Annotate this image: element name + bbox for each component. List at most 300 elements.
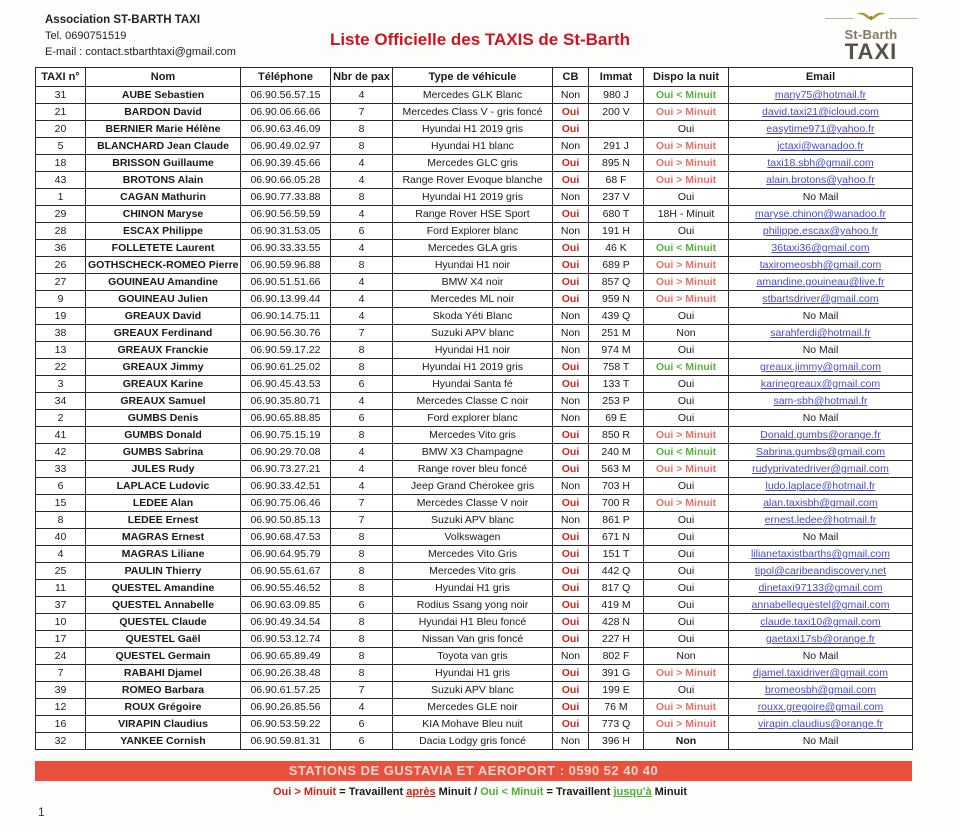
num-cell: 2 xyxy=(36,410,86,427)
num-cell: 18 xyxy=(36,155,86,172)
email-cell xyxy=(729,342,913,359)
tel-cell: 06.90.65.88.85 xyxy=(241,410,331,427)
num-cell: 22 xyxy=(36,359,86,376)
email-link[interactable]: ernest.ledee@hotmail.fr xyxy=(764,514,877,526)
dispo-cell: Oui > Minuit xyxy=(644,155,729,172)
email-cell xyxy=(729,138,913,155)
email-link[interactable]: taxi18.sbh@gmail.com xyxy=(767,157,874,169)
num-cell: 39 xyxy=(36,682,86,699)
immat-cell: 857 Q xyxy=(589,274,644,291)
veh-cell: Hyundai H1 2019 gris xyxy=(393,121,553,138)
tel-cell: 06.90.14.75.11 xyxy=(241,308,331,325)
cb-cell: Oui xyxy=(553,546,589,563)
no-mail-label: No Mail xyxy=(802,412,839,424)
dispo-cell: Oui > Minuit xyxy=(644,716,729,733)
pax-cell: 4 xyxy=(331,240,393,257)
email-link[interactable]: rudyprivatedriver@gmail.com xyxy=(752,463,889,475)
tel-cell: 06.90.06.66.66 xyxy=(241,104,331,121)
num-cell: 26 xyxy=(36,257,86,274)
email-link[interactable]: maryse.chinon@wanadoo.fr xyxy=(755,208,886,220)
cb-cell: Non xyxy=(553,138,589,155)
email-link[interactable]: lilianetaxistbarths@gmail.com xyxy=(750,548,891,560)
table-row xyxy=(36,716,913,733)
pax-cell: 8 xyxy=(331,648,393,665)
num-cell: 40 xyxy=(36,529,86,546)
email-cell xyxy=(729,410,913,427)
email-link[interactable]: jctaxi@wanadoo.fr xyxy=(777,140,864,152)
nom-cell: ESCAX Philippe xyxy=(86,223,241,240)
tel-cell: 06.90.55.46.52 xyxy=(241,580,331,597)
num-cell: 7 xyxy=(36,665,86,682)
cb-cell: Oui xyxy=(553,665,589,682)
veh-cell: Hyundai H1 noir xyxy=(393,257,553,274)
immat-cell: 861 P xyxy=(589,512,644,529)
cb-cell: Non xyxy=(553,512,589,529)
dispo-cell: Oui > Minuit xyxy=(644,172,729,189)
cb-cell: Oui xyxy=(553,529,589,546)
cb-cell: Oui xyxy=(553,172,589,189)
pax-cell: 6 xyxy=(331,376,393,393)
legend-segment: jusqu'à xyxy=(613,786,652,798)
no-mail-label: No Mail xyxy=(802,344,839,356)
dispo-cell: Oui xyxy=(644,614,729,631)
email-link[interactable]: david.taxi21@icloud.com xyxy=(762,106,879,118)
association-name: Association ST-BARTH TAXI xyxy=(45,14,201,26)
cb-cell: Oui xyxy=(553,716,589,733)
tel-cell: 06.90.13.99.44 xyxy=(241,291,331,308)
tel-cell: 06.90.65.89.49 xyxy=(241,648,331,665)
email-cell xyxy=(729,478,913,495)
immat-cell: 240 M xyxy=(589,444,644,461)
cb-cell: Non xyxy=(553,410,589,427)
veh-cell: Ford Explorer blanc xyxy=(393,223,553,240)
cb-cell: Non xyxy=(553,342,589,359)
cb-cell: Oui xyxy=(553,359,589,376)
veh-cell: Mercedes GLA gris xyxy=(393,240,553,257)
pax-cell: 4 xyxy=(331,393,393,410)
email-link[interactable]: amandine.gouineau@live.fr xyxy=(756,276,885,288)
email-cell xyxy=(729,104,913,121)
email-link[interactable]: alan.taxisbh@gmail.com xyxy=(763,497,878,509)
nom-cell: GREAUX David xyxy=(86,308,241,325)
no-mail-label: No Mail xyxy=(802,191,839,203)
column-header-8: Email xyxy=(729,68,913,87)
num-cell: 36 xyxy=(36,240,86,257)
immat-cell: 959 N xyxy=(589,291,644,308)
pax-cell: 6 xyxy=(331,716,393,733)
nom-cell: GREAUX Karine xyxy=(86,376,241,393)
tel-cell: 06.90.56.57.15 xyxy=(241,87,331,104)
email-link[interactable]: djamel.taxidriver@gmail.com xyxy=(753,667,888,679)
table-row xyxy=(36,478,913,495)
table-row xyxy=(36,427,913,444)
email-link[interactable]: sarahferdi@hotmail.fr xyxy=(770,327,871,339)
email-link[interactable]: ludo.laplace@hotmail.fr xyxy=(765,480,876,492)
pax-cell: 4 xyxy=(331,172,393,189)
tel-cell: 06.90.31.53.05 xyxy=(241,223,331,240)
dispo-cell: Oui xyxy=(644,631,729,648)
email-cell xyxy=(729,444,913,461)
table-row xyxy=(36,325,913,342)
tel-cell: 06.90.77.33.88 xyxy=(241,189,331,206)
email-link[interactable]: alain.brotons@yahoo.fr xyxy=(766,174,875,186)
email-link[interactable]: easytime971@yahoo.fr xyxy=(766,123,875,135)
tel-cell: 06.90.39.45.66 xyxy=(241,155,331,172)
veh-cell: Mercedes Classe C noir xyxy=(393,393,553,410)
no-mail-label: No Mail xyxy=(802,310,839,322)
immat-cell: 291 J xyxy=(589,138,644,155)
immat-cell: 689 P xyxy=(589,257,644,274)
pax-cell: 4 xyxy=(331,308,393,325)
nom-cell: GOTHSCHECK-ROMEO Pierre xyxy=(86,257,241,274)
veh-cell: Suzuki APV blanc xyxy=(393,325,553,342)
pax-cell: 4 xyxy=(331,444,393,461)
tel-cell: 06.90.56.30.76 xyxy=(241,325,331,342)
nom-cell: BRISSON Guillaume xyxy=(86,155,241,172)
tel-cell: 06.90.26.85.56 xyxy=(241,699,331,716)
pax-cell: 8 xyxy=(331,546,393,563)
email-link[interactable]: dinetaxi97133@gmail.com xyxy=(758,582,883,594)
veh-cell: Mercedes GLC gris xyxy=(393,155,553,172)
legend-segment: Oui < Minuit xyxy=(480,786,544,798)
cb-cell: Oui xyxy=(553,104,589,121)
document-header xyxy=(35,10,925,65)
table-row xyxy=(36,138,913,155)
dispo-cell: Oui xyxy=(644,189,729,206)
immat-cell: 69 E xyxy=(589,410,644,427)
bird-icon xyxy=(856,10,886,27)
page-title: Liste Officielle des TAXIS de St-Barth xyxy=(329,30,631,49)
email-cell xyxy=(729,597,913,614)
tel-cell: 06.90.61.57.25 xyxy=(241,682,331,699)
pax-cell: 8 xyxy=(331,359,393,376)
pax-cell: 8 xyxy=(331,580,393,597)
nom-cell: MAGRAS Ernest xyxy=(86,529,241,546)
email-link[interactable]: karinegreaux@gmail.com xyxy=(760,378,881,390)
email-cell xyxy=(729,291,913,308)
stations-banner: STATIONS DE GUSTAVIA ET AEROPORT : 0590 52 40 40 xyxy=(35,761,912,781)
tel-cell: 06.90.29.70.08 xyxy=(241,444,331,461)
pax-cell: 8 xyxy=(331,563,393,580)
num-cell: 11 xyxy=(36,580,86,597)
immat-cell: 428 N xyxy=(589,614,644,631)
email-cell xyxy=(729,274,913,291)
dispo-cell: Oui < Minuit xyxy=(644,240,729,257)
nom-cell: GUMBS Donald xyxy=(86,427,241,444)
immat-cell: 237 V xyxy=(589,189,644,206)
dispo-cell: Non xyxy=(644,648,729,665)
veh-cell: Suzuki APV blanc xyxy=(393,512,553,529)
tel-cell: 06.90.75.06.46 xyxy=(241,495,331,512)
nom-cell: BERNIER Marie Hélène xyxy=(86,121,241,138)
pax-cell: 8 xyxy=(331,665,393,682)
dispo-cell: Oui < Minuit xyxy=(644,444,729,461)
tel-cell: 06.90.50.85.13 xyxy=(241,512,331,529)
no-mail-label: No Mail xyxy=(802,531,839,543)
veh-cell: BMW X3 Champagne xyxy=(393,444,553,461)
tel-cell: 06.90.64.95.79 xyxy=(241,546,331,563)
dispo-cell: Oui xyxy=(644,597,729,614)
email-link[interactable]: 36taxi36@gmail.com xyxy=(771,242,870,254)
cb-cell: Oui xyxy=(553,597,589,614)
email-cell xyxy=(729,461,913,478)
taxi-list-table xyxy=(35,67,913,750)
cb-cell: Oui xyxy=(553,631,589,648)
nom-cell: QUESTEL Amandine xyxy=(86,580,241,597)
immat-cell: 133 T xyxy=(589,376,644,393)
num-cell: 8 xyxy=(36,512,86,529)
num-cell: 32 xyxy=(36,733,86,750)
veh-cell: Rodius Ssang yong noir xyxy=(393,597,553,614)
table-row xyxy=(36,223,913,240)
email-cell xyxy=(729,563,913,580)
email-cell xyxy=(729,172,913,189)
cb-cell: Non xyxy=(553,87,589,104)
dispo-cell: Oui xyxy=(644,512,729,529)
pax-cell: 6 xyxy=(331,410,393,427)
immat-cell: 773 Q xyxy=(589,716,644,733)
email-link[interactable]: taxiromeosbh@gmail.com xyxy=(759,259,882,271)
pax-cell: 8 xyxy=(331,342,393,359)
nom-cell: GOUINEAU Julien xyxy=(86,291,241,308)
email-link[interactable]: claude.taxi10@gmail.com xyxy=(760,616,881,628)
nom-cell: RABAHI Djamel xyxy=(86,665,241,682)
email-link[interactable]: greaux.jimmy@gmail.com xyxy=(760,361,881,373)
dispo-cell: Oui xyxy=(644,682,729,699)
veh-cell: Ford explorer blanc xyxy=(393,410,553,427)
immat-cell: 391 G xyxy=(589,665,644,682)
num-cell: 13 xyxy=(36,342,86,359)
veh-cell: Nissan Van gris foncé xyxy=(393,631,553,648)
email-link[interactable]: philippe.escax@yahoo.fr xyxy=(762,225,879,237)
email-cell xyxy=(729,393,913,410)
table-row xyxy=(36,189,913,206)
email-cell xyxy=(729,257,913,274)
num-cell: 42 xyxy=(36,444,86,461)
email-cell xyxy=(729,308,913,325)
stbarth-taxi-logo xyxy=(825,10,917,63)
email-link[interactable]: tipol@caribeandiscovery.net xyxy=(754,565,887,577)
dispo-cell: Oui > Minuit xyxy=(644,291,729,308)
nom-cell: GREAUX Jimmy xyxy=(86,359,241,376)
nom-cell: GOUINEAU Amandine xyxy=(86,274,241,291)
num-cell: 15 xyxy=(36,495,86,512)
nom-cell: YANKEE Cornish xyxy=(86,733,241,750)
immat-cell: 700 R xyxy=(589,495,644,512)
nom-cell: GREAUX Franckie xyxy=(86,342,241,359)
tel-cell: 06.90.55.61.67 xyxy=(241,563,331,580)
immat-cell: 802 F xyxy=(589,648,644,665)
immat-cell: 850 R xyxy=(589,427,644,444)
num-cell: 12 xyxy=(36,699,86,716)
table-row xyxy=(36,172,913,189)
veh-cell: Hyundai Santa fé xyxy=(393,376,553,393)
email-link[interactable]: bromeosbh@gmail.com xyxy=(764,684,877,696)
tel-cell: 06.90.33.33.55 xyxy=(241,240,331,257)
num-cell: 19 xyxy=(36,308,86,325)
nom-cell: FOLLETETE Laurent xyxy=(86,240,241,257)
immat-cell: 251 M xyxy=(589,325,644,342)
dispo-cell: Oui > Minuit xyxy=(644,665,729,682)
nom-cell: BROTONS Alain xyxy=(86,172,241,189)
dispo-cell: Oui xyxy=(644,478,729,495)
email-link[interactable]: Sabrina.gumbs@gmail.com xyxy=(755,446,886,458)
num-cell: 33 xyxy=(36,461,86,478)
table-row xyxy=(36,87,913,104)
email-cell xyxy=(729,155,913,172)
dispo-cell: Oui xyxy=(644,563,729,580)
veh-cell: Hyundai H1 2019 gris xyxy=(393,189,553,206)
tel-cell: 06.90.59.81.31 xyxy=(241,733,331,750)
table-row xyxy=(36,308,913,325)
num-cell: 20 xyxy=(36,121,86,138)
nom-cell: LAPLACE Ludovic xyxy=(86,478,241,495)
dispo-cell: Oui > Minuit xyxy=(644,461,729,478)
cb-cell: Oui xyxy=(553,291,589,308)
email-link[interactable]: gaetaxi17sb@orange.fr xyxy=(765,633,876,645)
table-row xyxy=(36,546,913,563)
cb-cell: Oui xyxy=(553,376,589,393)
cb-cell: Oui xyxy=(553,121,589,138)
num-cell: 10 xyxy=(36,614,86,631)
table-row xyxy=(36,495,913,512)
cb-cell: Oui xyxy=(553,155,589,172)
cb-cell: Oui xyxy=(553,427,589,444)
email-link[interactable]: rouxx.gregoire@gmail.com xyxy=(757,701,884,713)
immat-cell: 671 N xyxy=(589,529,644,546)
num-cell: 4 xyxy=(36,546,86,563)
immat-cell xyxy=(589,121,644,138)
dispo-cell: Oui xyxy=(644,308,729,325)
table-row xyxy=(36,104,913,121)
dispo-cell: Oui xyxy=(644,223,729,240)
veh-cell: Toyota van gris xyxy=(393,648,553,665)
tel-cell: 06.90.73.27.21 xyxy=(241,461,331,478)
veh-cell: Mercedes GLK Blanc xyxy=(393,87,553,104)
dispo-cell: Oui xyxy=(644,580,729,597)
dispo-cell: Non xyxy=(644,733,729,750)
nom-cell: QUESTEL Annabelle xyxy=(86,597,241,614)
table-row xyxy=(36,563,913,580)
cb-cell: Non xyxy=(553,223,589,240)
cb-cell: Non xyxy=(553,325,589,342)
table-row xyxy=(36,580,913,597)
legend-segment: = xyxy=(543,786,557,798)
email-link[interactable]: annabellequestel@gmail.com xyxy=(751,599,890,611)
email-link[interactable]: sam-sbh@hotmail.fr xyxy=(773,395,868,407)
email-cell xyxy=(729,325,913,342)
immat-cell: 151 T xyxy=(589,546,644,563)
email-cell xyxy=(729,512,913,529)
veh-cell: Suzuki APV blanc xyxy=(393,682,553,699)
column-header-4: Type de véhicule xyxy=(393,68,553,87)
email-link[interactable]: Donald.gumbs@orange.fr xyxy=(760,429,881,441)
immat-cell: 980 J xyxy=(589,87,644,104)
dispo-cell: Oui < Minuit xyxy=(644,87,729,104)
nom-cell: GUMBS Denis xyxy=(86,410,241,427)
num-cell: 29 xyxy=(36,206,86,223)
dispo-cell: 18H - Minuit xyxy=(644,206,729,223)
veh-cell: Hyundai H1 gris xyxy=(393,665,553,682)
cb-cell: Oui xyxy=(553,614,589,631)
pax-cell: 8 xyxy=(331,631,393,648)
num-cell: 1 xyxy=(36,189,86,206)
cb-cell: Oui xyxy=(553,563,589,580)
email-link[interactable]: many75@hotmail.fr xyxy=(774,89,867,101)
nom-cell: ROUX Grégoire xyxy=(86,699,241,716)
pax-cell: 7 xyxy=(331,495,393,512)
logo-text-taxi: TAXI xyxy=(844,39,898,64)
veh-cell: Hyundai H1 blanc xyxy=(393,138,553,155)
cb-cell: Non xyxy=(553,648,589,665)
nom-cell: PAULIN Thierry xyxy=(86,563,241,580)
cb-cell: Oui xyxy=(553,257,589,274)
pax-cell: 8 xyxy=(331,121,393,138)
email-cell xyxy=(729,240,913,257)
pax-cell: 4 xyxy=(331,291,393,308)
immat-cell: 199 E xyxy=(589,682,644,699)
nom-cell: GREAUX Ferdinand xyxy=(86,325,241,342)
email-cell xyxy=(729,682,913,699)
pax-cell: 8 xyxy=(331,189,393,206)
nom-cell: JULES Rudy xyxy=(86,461,241,478)
tel-cell: 06.90.56.59.59 xyxy=(241,206,331,223)
table-row xyxy=(36,631,913,648)
cb-cell: Oui xyxy=(553,682,589,699)
num-cell: 28 xyxy=(36,223,86,240)
legend-segment: Travaillent xyxy=(348,786,407,798)
legend-segment: Minuit / xyxy=(435,786,481,798)
tel-cell: 06.90.26.38.48 xyxy=(241,665,331,682)
nom-cell: AUBE Sebastien xyxy=(86,87,241,104)
immat-cell: 439 Q xyxy=(589,308,644,325)
immat-cell: 227 H xyxy=(589,631,644,648)
email-cell xyxy=(729,121,913,138)
email-link[interactable]: virapin.claudius@orange.fr xyxy=(757,718,884,730)
table-row xyxy=(36,597,913,614)
page-number: 1 xyxy=(38,805,45,819)
pax-cell: 4 xyxy=(331,478,393,495)
email-cell xyxy=(729,546,913,563)
dispo-cell: Oui > Minuit xyxy=(644,104,729,121)
column-header-0: TAXI n° xyxy=(36,68,86,87)
email-link[interactable]: stbartsdriver@gmail.com xyxy=(762,293,879,305)
cb-cell: Non xyxy=(553,393,589,410)
pax-cell: 6 xyxy=(331,597,393,614)
veh-cell: Mercedes Vito gris xyxy=(393,427,553,444)
tel-cell: 06.90.35.80.71 xyxy=(241,393,331,410)
association-email: E-mail : contact.stbarthtaxi@gmail.com xyxy=(45,46,236,58)
dispo-cell: Oui xyxy=(644,121,729,138)
num-cell: 21 xyxy=(36,104,86,121)
column-header-7: Dispo la nuit xyxy=(644,68,729,87)
cb-cell: Non xyxy=(553,189,589,206)
tel-cell: 06.90.49.02.97 xyxy=(241,138,331,155)
tel-cell: 06.90.45.43.53 xyxy=(241,376,331,393)
veh-cell: Mercedes Vito gris xyxy=(393,563,553,580)
email-cell xyxy=(729,206,913,223)
immat-cell: 895 N xyxy=(589,155,644,172)
dispo-cell: Oui xyxy=(644,342,729,359)
nom-cell: BLANCHARD Jean Claude xyxy=(86,138,241,155)
logo-text-stbarth: St-Barth xyxy=(844,27,898,42)
legend-segment: = xyxy=(336,786,349,798)
dispo-cell: Oui > Minuit xyxy=(644,699,729,716)
email-cell xyxy=(729,699,913,716)
num-cell: 16 xyxy=(36,716,86,733)
dispo-cell: Oui > Minuit xyxy=(644,427,729,444)
num-cell: 6 xyxy=(36,478,86,495)
